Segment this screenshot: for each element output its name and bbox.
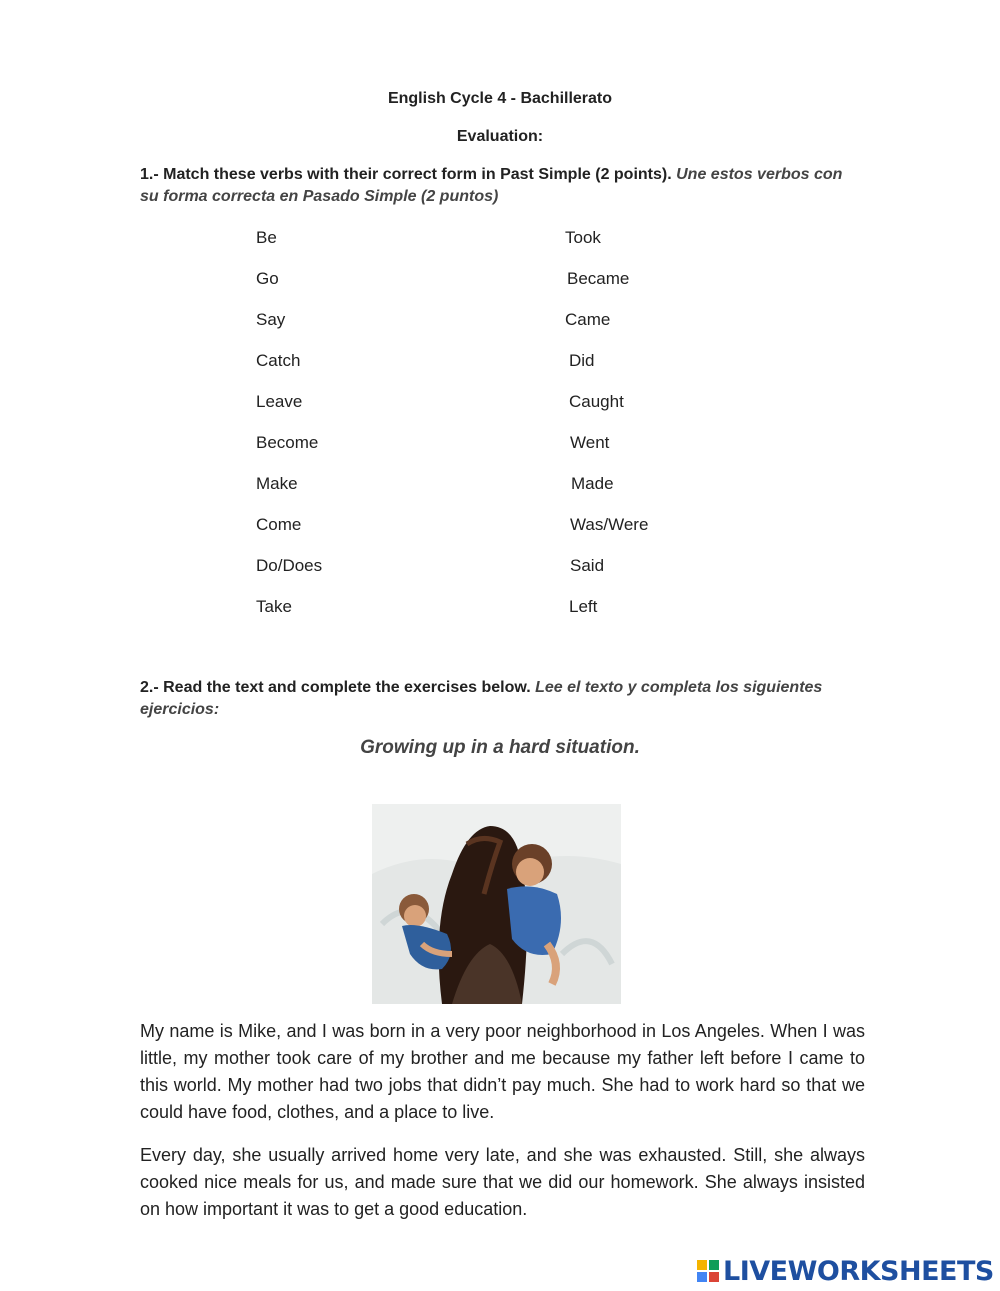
question-1-translation: Une estos verbos con su forma correcta en Pasado Simple (2 puntos) — [140, 166, 843, 205]
verb-right: Came — [565, 310, 611, 329]
question-2-translation: Lee el texto y completa los siguientes ejercicios: — [140, 679, 823, 718]
verb-left: Say — [256, 310, 286, 329]
mother-children-painting — [372, 804, 621, 1004]
evaluation-label: Evaluation: — [456, 128, 544, 145]
verb-right: Was/Were — [570, 515, 649, 534]
reading-title: Growing up in a hard situation. — [360, 737, 640, 758]
verb-left: Make — [256, 474, 298, 493]
question-2-text: 2.- Read the text and complete the exercises below. — [140, 679, 531, 696]
verb-right: Made — [571, 474, 614, 493]
liveworksheets-logo — [697, 1255, 994, 1287]
verb-left: Catch — [256, 351, 301, 370]
logo-text: LIVEWORKSHEETS — [723, 1255, 994, 1287]
verb-left: Take — [256, 597, 292, 616]
verb-left: Be — [256, 228, 277, 247]
reading-paragraph-1: My name is Mike, and I was born in a very poor neighborhood in Los Angeles. When I was little, my mother took care of my brother and me because my father left before I came to this world. My mother had two jobs that didn’t pay much. She had to work hard so that we could have food, clothes, and a place to live. — [140, 1021, 865, 1122]
logo-blocks-icon — [697, 1260, 719, 1282]
question-2 — [140, 677, 865, 721]
verb-right: Went — [570, 433, 610, 452]
verb-left: Go — [256, 269, 279, 288]
verb-left: Come — [256, 515, 302, 534]
verb-right: Did — [569, 351, 595, 370]
verb-left: Leave — [256, 392, 303, 411]
reading-paragraph-2: Every day, she usually arrived home very late, and she was exhausted. Still, she always cooked nice meals for us, and made sure that we did our homework. She always insisted on how important it was to get a good education. — [140, 1145, 865, 1219]
question-1 — [140, 164, 865, 208]
question-1-text: 1.- Match these verbs with their correct form in Past Simple (2 points). — [140, 166, 672, 183]
verb-left: Do/Does — [256, 556, 323, 575]
worksheet-title: English Cycle 4 - Bachillerato — [387, 90, 613, 107]
verb-left: Become — [256, 433, 319, 452]
verb-right: Said — [570, 556, 605, 575]
verb-right: Took — [565, 228, 601, 247]
verb-right: Caught — [569, 392, 624, 411]
verb-right: Left — [569, 597, 598, 616]
verb-right: Became — [567, 269, 630, 288]
